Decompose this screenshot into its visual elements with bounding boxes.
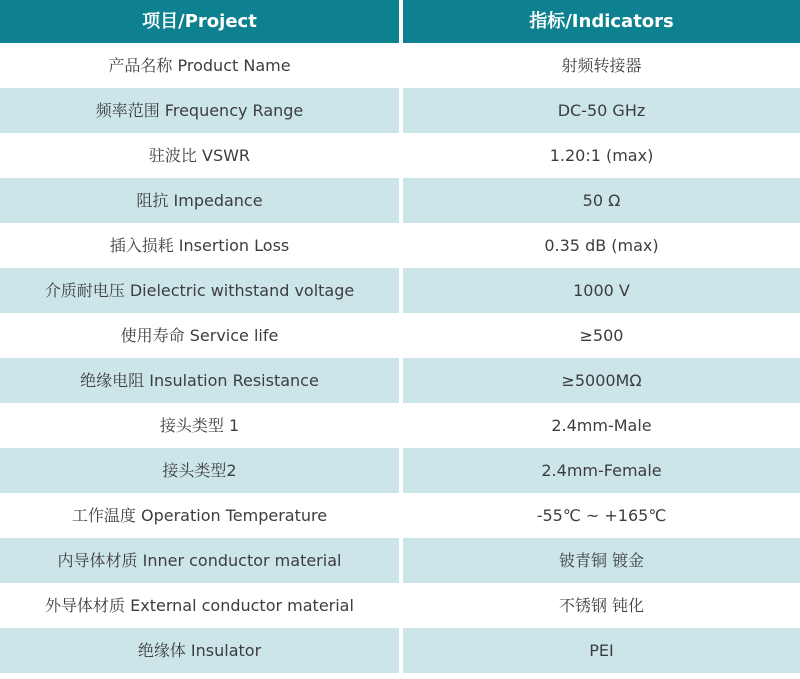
spec-table-body <box>0 43 800 673</box>
project-cell: 内导体材质 Inner conductor material <box>0 538 399 583</box>
project-cell: 介质耐电压 Dielectric withstand voltage <box>0 268 399 313</box>
header-row <box>0 0 800 43</box>
table-row <box>0 448 800 493</box>
project-cell: 接头类型2 <box>0 448 399 493</box>
table-row <box>0 313 800 358</box>
header-indicators: 指标/Indicators <box>403 0 800 43</box>
indicator-cell: ≥500 <box>403 313 800 358</box>
table-row <box>0 43 800 88</box>
project-cell: 接头类型 1 <box>0 403 399 448</box>
indicator-cell: 50 Ω <box>403 178 800 223</box>
table-row <box>0 88 800 133</box>
project-cell: 驻波比 VSWR <box>0 133 399 178</box>
table-row <box>0 223 800 268</box>
header-project: 项目/Project <box>0 0 399 43</box>
project-cell: 阻抗 Impedance <box>0 178 399 223</box>
table-row <box>0 403 800 448</box>
indicator-cell: PEI <box>403 628 800 673</box>
table-row <box>0 358 800 403</box>
table-row <box>0 538 800 583</box>
indicator-cell: 1000 V <box>403 268 800 313</box>
table-row <box>0 133 800 178</box>
project-cell: 绝缘电阻 Insulation Resistance <box>0 358 399 403</box>
table-row <box>0 268 800 313</box>
project-cell: 频率范围 Frequency Range <box>0 88 399 133</box>
project-cell: 绝缘体 Insulator <box>0 628 399 673</box>
indicator-cell: 2.4mm-Male <box>403 403 800 448</box>
indicator-cell: -55℃ ~ +165℃ <box>403 493 800 538</box>
project-cell: 外导体材质 External conductor material <box>0 583 399 628</box>
indicator-cell: 0.35 dB (max) <box>403 223 800 268</box>
indicator-cell: 不锈钢 钝化 <box>403 583 800 628</box>
indicator-cell: DC-50 GHz <box>403 88 800 133</box>
project-cell: 使用寿命 Service life <box>0 313 399 358</box>
project-cell: 插入损耗 Insertion Loss <box>0 223 399 268</box>
project-cell: 工作温度 Operation Temperature <box>0 493 399 538</box>
project-cell: 产品名称 Product Name <box>0 43 399 88</box>
indicator-cell: 1.20:1 (max) <box>403 133 800 178</box>
indicator-cell: 2.4mm-Female <box>403 448 800 493</box>
table-row <box>0 178 800 223</box>
indicator-cell: ≥5000MΩ <box>403 358 800 403</box>
table-row <box>0 628 800 673</box>
table-row <box>0 493 800 538</box>
table-row <box>0 583 800 628</box>
indicator-cell: 铍青铜 镀金 <box>403 538 800 583</box>
indicator-cell: 射频转接器 <box>403 43 800 88</box>
